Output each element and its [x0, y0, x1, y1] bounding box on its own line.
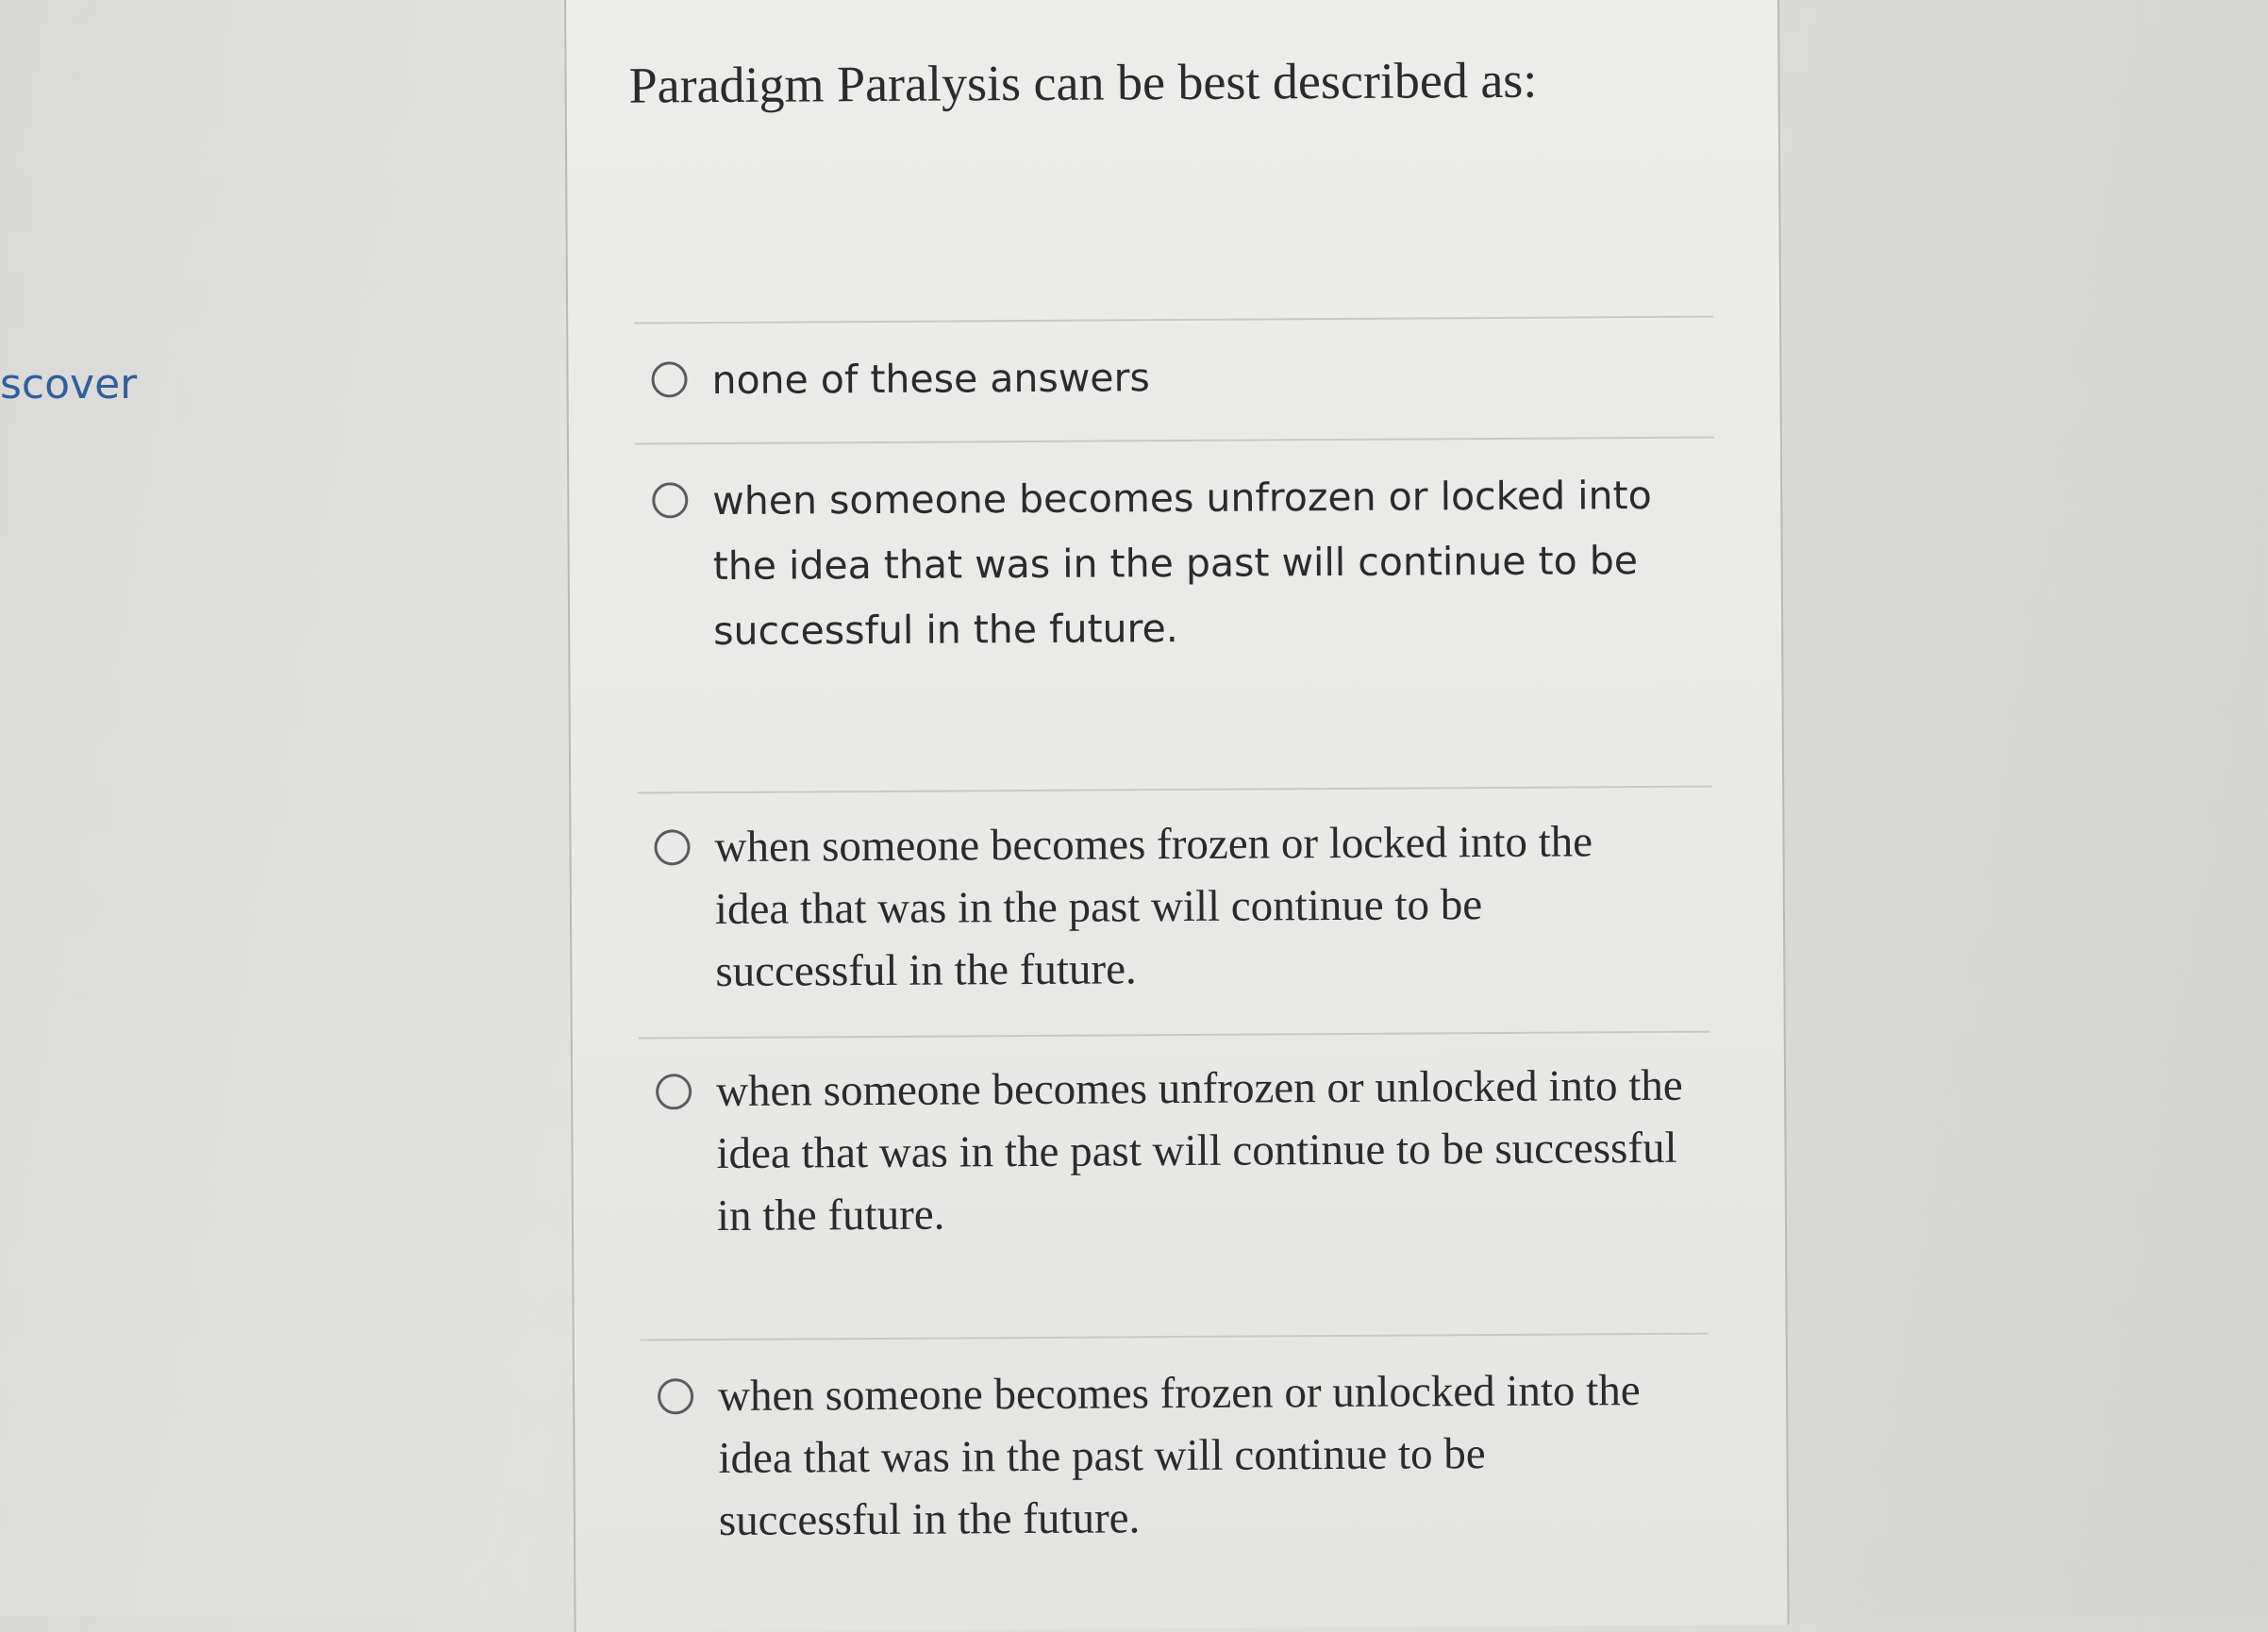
radio-button[interactable]: [656, 1074, 692, 1109]
answer-option-2[interactable]: [652, 463, 1691, 665]
quiz-question-panel: [564, 0, 1790, 1632]
radio-button[interactable]: [652, 482, 688, 518]
divider: [634, 316, 1713, 325]
divider: [641, 1333, 1709, 1341]
question-text: Paradigm Paralysis can be best described as:: [628, 51, 1538, 114]
answer-option-3[interactable]: [654, 810, 1674, 1004]
answer-label: when someone becomes unfrozen or locked into the idea that was in the past will continue to be successful in the future.: [712, 472, 1652, 655]
radio-button[interactable]: [654, 829, 690, 865]
radio-button[interactable]: [658, 1378, 693, 1414]
divider: [637, 786, 1712, 794]
answer-option-4[interactable]: [656, 1055, 1704, 1248]
answer-option-1[interactable]: [651, 342, 1708, 414]
answer-label: when someone becomes frozen or unlocked into the idea that was in the past will continue to be successful in the future.: [717, 1366, 1641, 1546]
divider: [639, 1031, 1710, 1040]
answer-label: when someone becomes frozen or locked into the idea that was in the past will continue to be successful in the future.: [714, 817, 1593, 997]
divider: [635, 437, 1714, 445]
sidebar-link-partial[interactable]: scover: [0, 360, 138, 408]
answer-label: none of these answers: [711, 355, 1150, 404]
answer-option-5[interactable]: [658, 1359, 1659, 1552]
radio-button[interactable]: [651, 361, 687, 397]
answer-label: when someone becomes unfrozen or unlocked into the idea that was in the past will continue to be successful in the future.: [715, 1060, 1683, 1241]
